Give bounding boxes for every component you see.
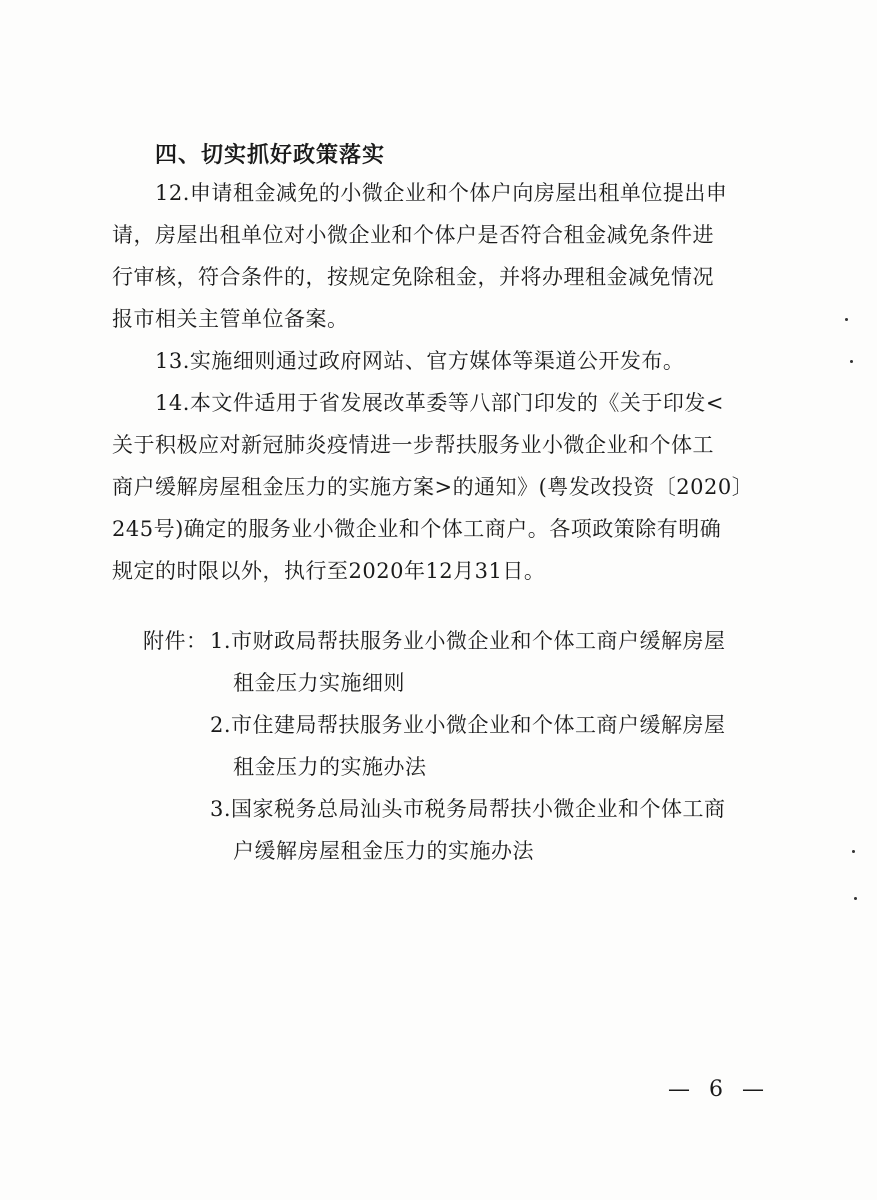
attachment-2-line-1: 2.市住建局帮扶服务业小微企业和个体工商户缓解房屋: [210, 713, 726, 737]
scan-speck: [852, 850, 855, 853]
scan-speck: [854, 897, 857, 900]
item-14-line-3: 商户缓解房屋租金压力的实施方案>的通知》(粤发改投资〔2020〕: [112, 475, 754, 499]
item-12-line-2: 请，房屋出租单位对小微企业和个体户是否符合租金减免条件进: [112, 223, 714, 247]
item-12-line-3: 行审核，符合条件的，按规定免除租金，并将办理租金减免情况: [112, 265, 714, 289]
page-number: — 6 —: [668, 1077, 770, 1102]
section-heading: 四、切实抓好政策落实: [155, 143, 386, 168]
scan-speck: [850, 360, 853, 363]
item-14-line-4: 245号)确定的服务业小微企业和个体工商户。各项政策除有明确: [112, 517, 722, 541]
item-13-line-1: 13.实施细则通过政府网站、官方媒体等渠道公开发布。: [155, 349, 685, 373]
item-14-line-5: 规定的时限以外，执行至2020年12月31日。: [112, 559, 546, 583]
item-14-line-2: 关于积极应对新冠肺炎疫情进一步帮扶服务业小微企业和个体工: [112, 433, 714, 457]
item-12-line-4: 报市相关主管单位备案。: [112, 307, 349, 331]
attachment-1-line-2: 租金压力实施细则: [233, 671, 405, 695]
attachment-3-line-2: 户缓解房屋租金压力的实施办法: [233, 839, 534, 863]
scan-speck: [845, 318, 848, 321]
attachment-1-line-1: 1.市财政局帮扶服务业小微企业和个体工商户缓解房屋: [210, 629, 726, 653]
attachment-2-line-2: 租金压力的实施办法: [233, 755, 427, 779]
item-14-line-1: 14.本文件适用于省发展改革委等八部门印发的《关于印发<: [155, 391, 724, 415]
attachment-3-line-1: 3.国家税务总局汕头市税务局帮扶小微企业和个体工商: [210, 797, 726, 821]
item-12-line-1: 12.申请租金减免的小微企业和个体户向房屋出租单位提出申: [155, 181, 728, 205]
attachments-label: 附件：: [143, 629, 208, 653]
